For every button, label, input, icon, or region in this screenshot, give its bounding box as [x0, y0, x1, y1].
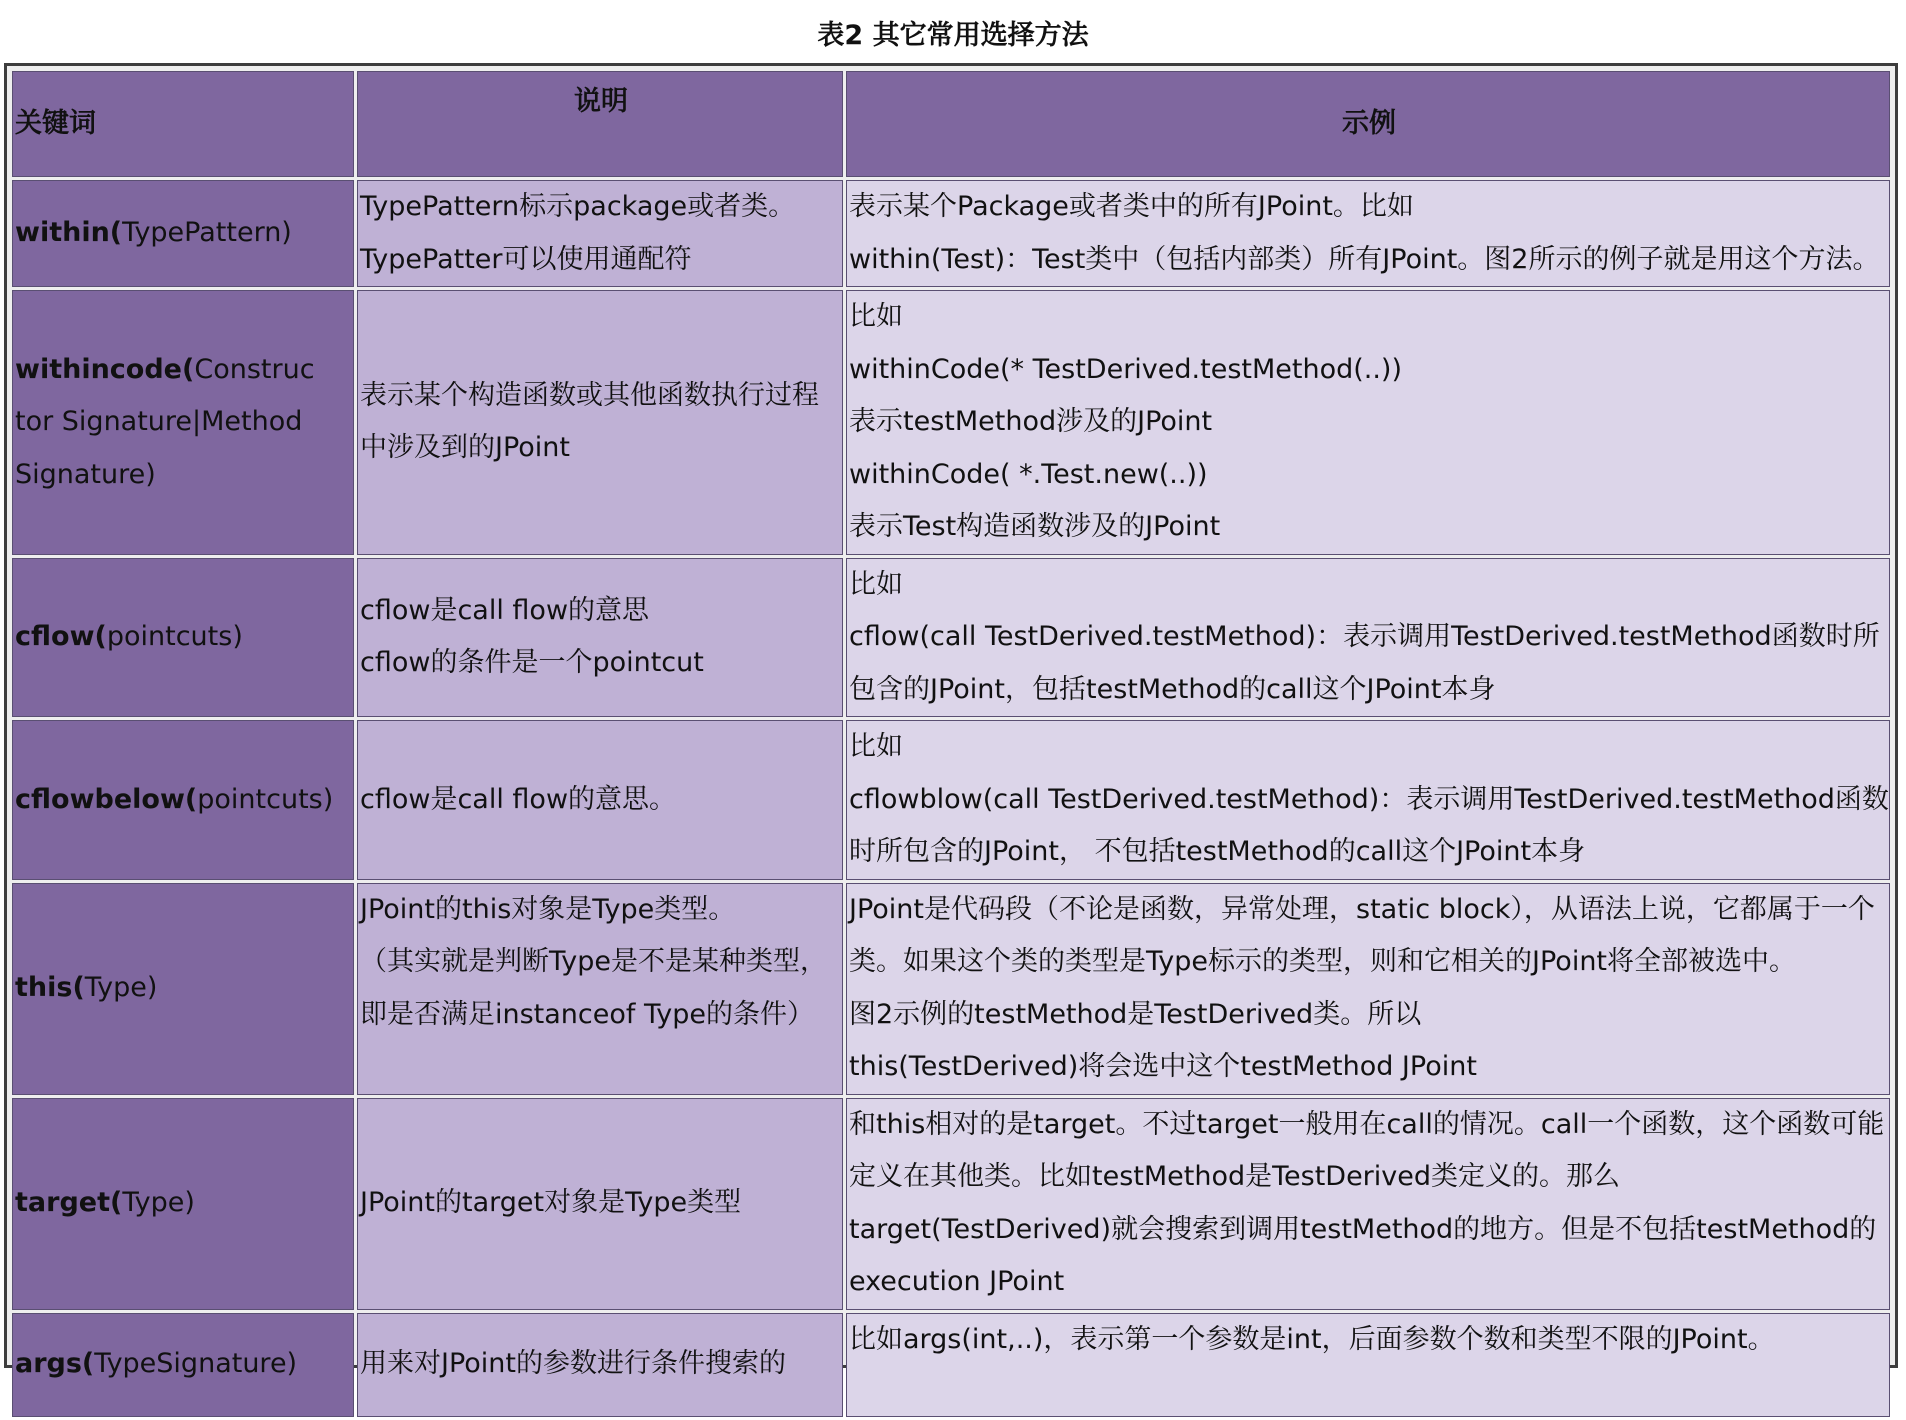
- table-row: [12, 558, 1890, 718]
- description-line: JPoint的target对象是Type类型: [360, 1187, 742, 1219]
- example-cell: [846, 883, 1890, 1095]
- example-line: target(TestDerived)就会搜索到调用testMethod的地方。但是不包括testMethod的execution JPoint: [849, 1213, 1877, 1297]
- example-line: cflowblow(call TestDerived.testMethod)：表示调用TestDerived.testMethod函数时所包含的JPoint， 不包括testMethod的call这个JPoint本身: [849, 783, 1889, 867]
- keyword-rest: TypeSignature): [94, 1348, 298, 1380]
- keyword-cell: [12, 720, 354, 880]
- table-body: [9, 68, 1893, 1420]
- description-line: 用来对JPoint的参数进行条件搜索的: [360, 1348, 787, 1380]
- table-row: [12, 1313, 1890, 1417]
- example-line: this(TestDerived)将会选中这个testMethod JPoint: [849, 1051, 1477, 1082]
- keyword-bold: withincode(: [15, 353, 195, 385]
- table-row: [12, 1098, 1890, 1310]
- keyword-rest: pointcuts): [197, 783, 334, 815]
- description-line: cflow是call flow的意思。: [360, 783, 677, 815]
- description-line: cflow是call flow的意思: [360, 594, 650, 626]
- example-cell: [846, 1098, 1890, 1310]
- table-row: [12, 180, 1890, 287]
- example-cell: [846, 180, 1890, 287]
- description-line: （其实就是判断Type是不是某种类型，即是否满足instanceof Type的条件）: [360, 946, 828, 1030]
- description-cell: [357, 558, 843, 718]
- keyword-bold: args(: [15, 1348, 95, 1380]
- description-cell: [357, 180, 843, 287]
- example-line: cflow(call TestDerived.testMethod)：表示调用TestDerived.testMethod函数时所包含的JPoint，包括testMethod的call这个JPoint本身: [849, 621, 1880, 705]
- table-header-row: [12, 71, 1890, 177]
- description-line: TypePattern标示package或者类。: [360, 191, 796, 222]
- keyword-bold: this(: [15, 972, 85, 1004]
- example-line: JPoint是代码段（不论是函数，异常处理，static block），从语法上说，它都属于一个类。如果这个类的类型是Type标示的类型，则和它相关的JPoint将全部被选中。: [849, 893, 1875, 977]
- description-cell: [357, 720, 843, 880]
- keyword-rest: pointcuts): [106, 621, 243, 652]
- example-cell: [846, 1313, 1890, 1417]
- table-caption: 表2 其它常用选择方法: [817, 20, 1089, 51]
- table-row: [12, 720, 1890, 880]
- example-cell: [846, 720, 1890, 880]
- keyword-rest: TypePattern): [122, 217, 292, 249]
- example-line: 比如: [849, 731, 903, 762]
- example-line: withinCode(* TestDerived.testMethod(..)): [849, 353, 1402, 385]
- header-keyword: 关键词: [12, 71, 354, 177]
- header-description: 说明: [357, 71, 843, 177]
- keyword-cell: [12, 290, 354, 555]
- example-cell: [846, 290, 1890, 555]
- example-cell: [846, 558, 1890, 718]
- selection-methods-table: [4, 63, 1898, 1380]
- keyword-bold: cflow(: [15, 621, 107, 652]
- keyword-bold: cflowbelow(: [15, 783, 198, 815]
- description-cell: [357, 290, 843, 555]
- example-line: 表示testMethod涉及的JPoint: [849, 406, 1213, 437]
- keyword-bold: target(: [15, 1187, 123, 1219]
- example-line: withinCode( *.Test.new(..)): [849, 458, 1208, 490]
- keyword-rest: Type): [84, 972, 158, 1004]
- keyword-bold: within(: [15, 217, 123, 249]
- keyword-cell: [12, 883, 354, 1095]
- description-line: TypePatter可以使用通配符: [360, 243, 692, 275]
- keyword-rest: Type): [122, 1187, 195, 1219]
- description-line: JPoint的this对象是Type类型。: [360, 893, 736, 925]
- example-line: 比如args(int,..)，表示第一个参数是int，后面参数个数和类型不限的JPoint。: [849, 1323, 1775, 1355]
- example-line: 表示某个Package或者类中的所有JPoint。比如: [849, 191, 1414, 222]
- header-example: 示例: [846, 71, 1890, 177]
- example-line: 表示Test构造函数涉及的JPoint: [849, 511, 1221, 542]
- description-cell: [357, 1098, 843, 1310]
- keyword-cell: [12, 180, 354, 287]
- example-line: 比如: [849, 568, 903, 600]
- description-cell: [357, 1313, 843, 1417]
- example-line: 和this相对的是target。不过target一般用在call的情况。call一个函数，这个函数可能定义在其他类。比如testMethod是TestDerived类定义的。那么: [849, 1108, 1885, 1192]
- example-line: within(Test)：Test类中（包括内部类）所有JPoint。图2所示的例子就是用这个方法。: [849, 243, 1880, 275]
- example-line: 比如: [849, 301, 903, 332]
- description-cell: [357, 883, 843, 1095]
- table-row: [12, 290, 1890, 555]
- description-line: 表示某个构造函数或其他函数执行过程中涉及到的JPoint: [360, 379, 819, 464]
- keyword-cell: [12, 1313, 354, 1417]
- keyword-cell: [12, 558, 354, 718]
- keyword-cell: [12, 1098, 354, 1310]
- keyword-rest: Constructor Signature|Method Signature): [15, 353, 315, 490]
- example-line: 图2示例的testMethod是TestDerived类。所以: [849, 998, 1422, 1030]
- table-row: [12, 883, 1890, 1095]
- description-line: cflow的条件是一个pointcut: [360, 647, 704, 679]
